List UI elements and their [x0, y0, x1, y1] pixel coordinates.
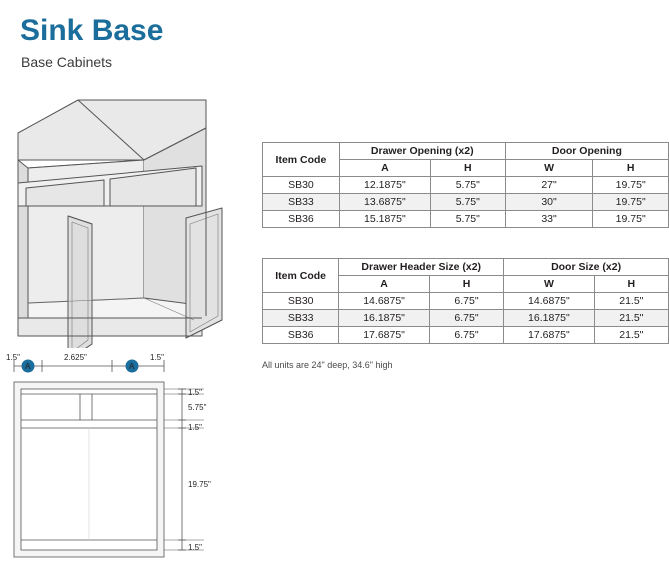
dim-right-drawer-height: 5.75" [188, 403, 207, 412]
cell-door-h: 21.5" [594, 327, 668, 344]
subheader-door-w: W [504, 276, 595, 293]
cell-door-h: 19.75" [593, 177, 669, 194]
cell-drawer-h: 5.75" [430, 194, 505, 211]
subheader-door-h: H [594, 276, 668, 293]
subheader-door-h: H [593, 160, 669, 177]
callout-a-right: A [129, 362, 135, 371]
table-row [263, 177, 669, 194]
cell-door-h: 19.75" [593, 194, 669, 211]
cell-door-h: 21.5" [594, 310, 668, 327]
dim-right-top-rail: 1.5" [188, 388, 202, 397]
cell-drawer-h: 6.75" [429, 293, 503, 310]
cell-item-code: SB36 [263, 211, 340, 228]
cell-door-w: 27" [505, 177, 593, 194]
cell-item-code: SB36 [263, 327, 339, 344]
callout-a-left: A [25, 362, 31, 371]
cell-door-w: 14.6875" [504, 293, 595, 310]
table-row [263, 327, 669, 344]
subheader-drawer-a: A [339, 276, 430, 293]
page-subtitle: Base Cabinets [21, 54, 113, 70]
cell-drawer-a: 15.1875" [339, 211, 430, 228]
cell-drawer-a: 16.1875" [339, 310, 430, 327]
header-drawer-header-size: Drawer Header Size (x2) [339, 259, 504, 276]
elevation-dimension-drawing [4, 352, 254, 567]
cell-drawer-h: 5.75" [430, 177, 505, 194]
table-note: All units are 24" deep, 34.6" high [262, 360, 393, 370]
subheader-door-w: W [505, 160, 593, 177]
cell-door-h: 21.5" [594, 293, 668, 310]
header-item-code: Item Code [263, 143, 340, 177]
openings-table [262, 142, 669, 228]
cell-drawer-h: 5.75" [430, 211, 505, 228]
cell-item-code: SB33 [263, 310, 339, 327]
dim-right-bottom-rail: 1.5" [188, 543, 202, 552]
cell-item-code: SB30 [263, 293, 339, 310]
table-row [263, 310, 669, 327]
isometric-cabinet-drawing [6, 88, 256, 348]
dim-top-right: 1.5" [150, 353, 164, 362]
table-group-header-row [263, 259, 669, 276]
page-title: Sink Base [20, 14, 164, 47]
cell-drawer-a: 14.6875" [339, 293, 430, 310]
table-row [263, 211, 669, 228]
table-row [263, 293, 669, 310]
subheader-drawer-h: H [430, 160, 505, 177]
cell-drawer-a: 13.6875" [339, 194, 430, 211]
cell-door-w: 16.1875" [504, 310, 595, 327]
cell-drawer-a: 12.1875" [339, 177, 430, 194]
table-row [263, 194, 669, 211]
cell-drawer-h: 6.75" [429, 310, 503, 327]
dim-top-center: 2.625" [64, 353, 87, 362]
header-door-opening: Door Opening [505, 143, 668, 160]
header-item-code: Item Code [263, 259, 339, 293]
subheader-drawer-a: A [339, 160, 430, 177]
cell-drawer-a: 17.6875" [339, 327, 430, 344]
header-door-size: Door Size (x2) [504, 259, 669, 276]
dim-right-door-height: 19.75" [188, 480, 211, 489]
dim-right-mid-rail: 1.5" [188, 423, 202, 432]
dim-top-left: 1.5" [6, 353, 20, 362]
header-drawer-opening: Drawer Opening (x2) [339, 143, 505, 160]
sizes-table [262, 258, 669, 344]
cell-door-w: 30" [505, 194, 593, 211]
cell-door-h: 19.75" [593, 211, 669, 228]
cell-item-code: SB30 [263, 177, 340, 194]
subheader-drawer-h: H [429, 276, 503, 293]
cell-item-code: SB33 [263, 194, 340, 211]
cell-drawer-h: 6.75" [429, 327, 503, 344]
cell-door-w: 17.6875" [504, 327, 595, 344]
table-group-header-row [263, 143, 669, 160]
cell-door-w: 33" [505, 211, 593, 228]
